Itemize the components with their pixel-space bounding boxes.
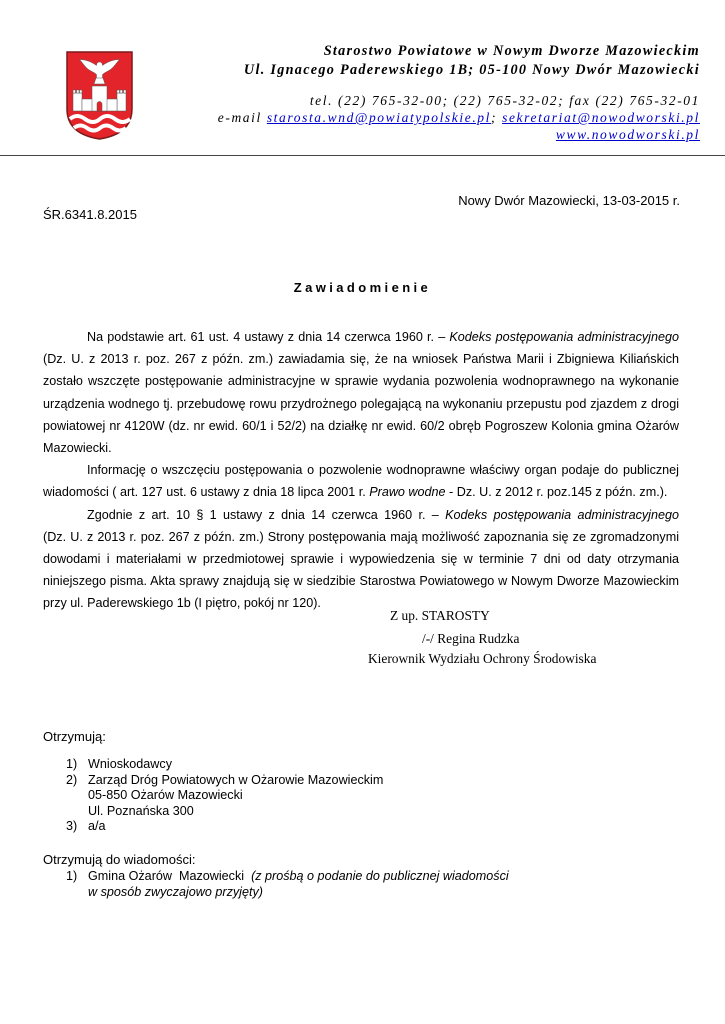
signature-name: /-/ Regina Rudzka <box>422 631 520 646</box>
list-item-continuation: Ul. Poznańska 300 <box>88 803 194 818</box>
header-divider <box>0 155 725 156</box>
office-address: Ul. Ignacego Paderewskiego 1B; 05-100 Nowy Dwór Mazowiecki <box>243 62 700 78</box>
for-information-list <box>43 869 509 900</box>
signature-position: Kierownik Wydziału Ochrony Środowiska <box>368 651 597 666</box>
email-link-starosta[interactable]: starosta.wnd@powiatypolskie.pl <box>266 110 492 125</box>
recipients-heading: Otrzymują: <box>43 729 106 744</box>
list-item-continuation: w sposób zwyczajowo przyjęty) <box>88 884 263 899</box>
kpa-title-1: Kodeks postępowania administracyjnego <box>449 330 679 344</box>
paragraph-1: Na podstawie art. 61 ust. 4 ustawy z dnia 14 czerwca 1960 r. – Kodeks postępowania administracyjnego (Dz. U. z 2013 r. poz. 267 z późn. zm.) zawiadamia się, że na wniosek Państwa Marii i Zbigniewa Kiliańskich zostało wszczęte postępowanie administracyjne w sprawie wydania pozwolenia wodnoprawnego na wykonanie urządzenia wodnego tj. przebudowę rowu przydrożnego polegającą na wykonaniu przepustu pod zjazdem z drogi powiatowej nr 4120W (dz. nr ewid. 60/1 i 52/2) na działkę nr ewid. 60/2 obręb Pogroszew Kolonia gmina Ożarów Mazowiecki. <box>43 330 679 456</box>
letter-body <box>43 326 704 615</box>
coat-of-arms-logo <box>64 49 135 141</box>
phone-fax-line: tel. (22) 765-32-00; (22) 765-32-02; fax (22) 765-32-01 <box>309 93 700 108</box>
signature-authority: Z up. STAROSTY <box>390 608 490 623</box>
paragraph-2: Informację o wszczęciu postępowania o pozwolenie wodnoprawne właściwy organ podaje do publicznej wiadomości ( art. 127 ust. 6 ustawy z dnia 18 lipca 2001 r. Prawo wodne - Dz. U. z 2012 r. poz.145 z późn. zm.). <box>43 463 679 500</box>
email-prefix: e-mail <box>217 110 267 125</box>
email-line <box>218 110 700 126</box>
list-item-continuation: 05-850 Ożarów Mazowiecki <box>88 788 243 803</box>
website-link[interactable]: www.nowodworski.pl <box>555 127 700 142</box>
place-and-date: Nowy Dwór Mazowiecki, 13-03-2015 r. <box>458 193 680 208</box>
email-link-sekretariat[interactable]: sekretariat@nowodworski.pl <box>502 110 700 125</box>
castle-icon <box>73 86 126 111</box>
kpa-title-2: Kodeks postępowania administracyjnego <box>445 507 679 522</box>
email-separator: ; <box>491 110 503 125</box>
for-information-heading: Otrzymują do wiadomości: <box>43 852 196 867</box>
office-name: Starostwo Powiatowe w Nowym Dworze Mazowieckim <box>323 43 700 59</box>
case-reference: ŚR.6341.8.2015 <box>43 207 137 222</box>
list-item: 2) Zarząd Dróg Powiatowych w Ożarowie Mazowieckim <box>66 772 384 787</box>
recipients-list <box>43 757 383 835</box>
document-title: Zawiadomienie <box>293 280 432 295</box>
paragraph-3: Zgodnie z art. 10 § 1 ustawy z dnia 14 czerwca 1960 r. – Kodeks postępowania administracyjnego (Dz. U. z 2013 r. poz. 267 z późn. zm.) Strony postępowania mają możliwość zapoznania się ze zgromadzonymi dowodami i materiałami w przedmiotowej sprawie i wypowiedzenia się w terminie 7 dni od daty otrzymania niniejszego pisma. Akta sprawy znajdują się w siedzibie Starostwa Powiatowego w Nowym Dworze Mazowieckim przy ul. Paderewskiego 1b (I piętro, pokój nr 120). <box>43 507 704 611</box>
list-item: 1) Gmina Ożarów Mazowiecki (z prośbą o podanie do publicznej wiadomości <box>66 869 509 883</box>
website-line <box>556 127 700 143</box>
water-law-title: Prawo wodne <box>369 485 446 500</box>
list-item: 3) a/a <box>66 819 106 834</box>
list-item: 1) Wnioskodawcy <box>66 757 172 771</box>
